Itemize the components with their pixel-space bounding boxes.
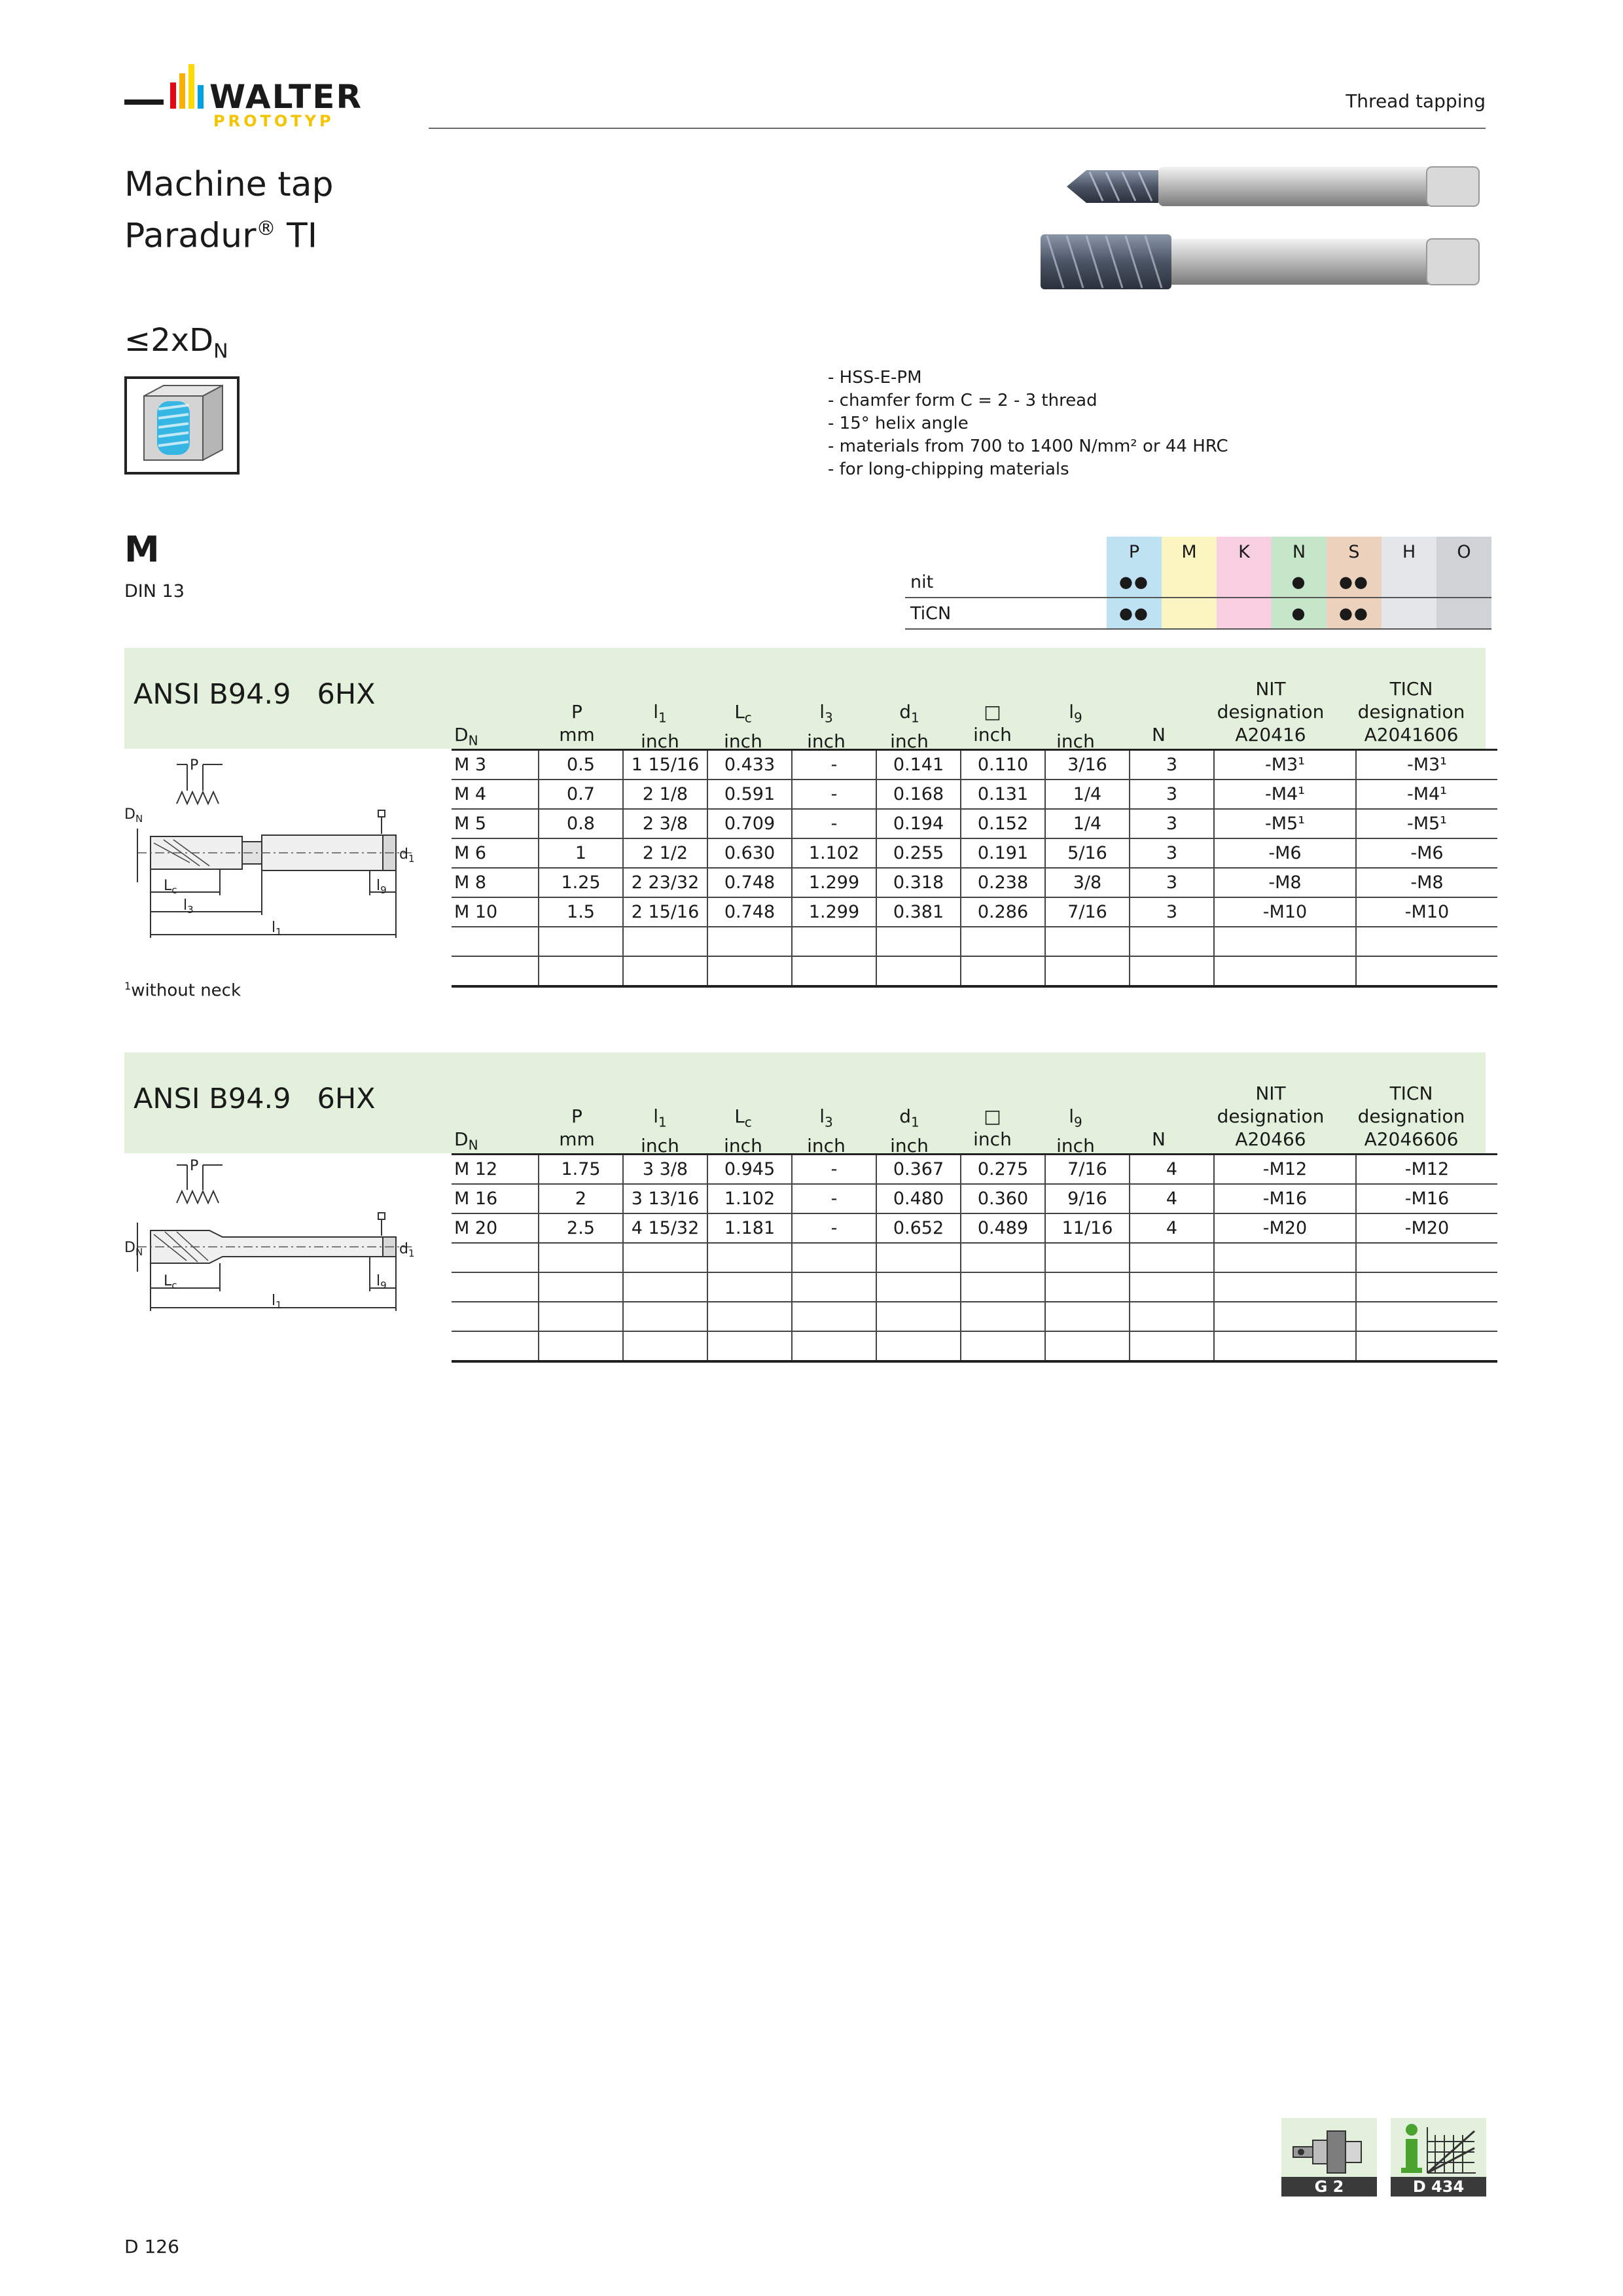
col-head-d1: $d_1$ inch: [890, 701, 929, 752]
table-row: [452, 780, 1497, 809]
l1-cell: 3 3/8: [623, 1155, 707, 1185]
n-cell: 3: [1130, 750, 1214, 780]
page-number: D 126: [124, 2236, 179, 2257]
table-row: [452, 1302, 1497, 1331]
drawing-label-dn: $D_N$: [124, 806, 143, 825]
thread-standard: DIN 13: [124, 581, 185, 601]
dn-cell: M 8: [452, 868, 539, 897]
drawing-label-p: P: [190, 757, 199, 774]
product-title-line2: Paradur® TI: [124, 216, 318, 256]
footnote: $^1$without neck: [124, 980, 241, 1001]
l1-cell: [623, 956, 707, 986]
p-cell: [539, 1243, 623, 1272]
n-cell: 3: [1130, 809, 1214, 838]
l1-cell: 2 1/8: [623, 780, 707, 809]
l1-cell: [623, 1243, 707, 1272]
table-row: [452, 1184, 1497, 1213]
l1-cell: 2 23/32: [623, 868, 707, 897]
material-group-h: H: [1382, 537, 1436, 567]
table1-data: [452, 749, 1497, 988]
lc-cell: [707, 1331, 792, 1361]
d1-cell: 0.318: [876, 868, 961, 897]
n-cell: 4: [1130, 1155, 1214, 1185]
table2-data: [452, 1153, 1497, 1363]
rating-cell: [1217, 567, 1272, 598]
l1-cell: [623, 1272, 707, 1302]
l3-cell: [792, 1272, 876, 1302]
col-head-l9: $l_9$ inch: [1056, 701, 1095, 752]
col-head-nit: NIT designation A20466: [1217, 1083, 1325, 1150]
table-row: [452, 809, 1497, 838]
l9-cell: 7/16: [1045, 1155, 1130, 1185]
l1-cell: 2 15/16: [623, 897, 707, 927]
n-cell: [1130, 1272, 1214, 1302]
col-head-l3: $l_3$ inch: [807, 701, 846, 752]
lc-cell: 1.102: [707, 1184, 792, 1213]
col-head-l1: $l_1$ inch: [641, 701, 679, 752]
dn-cell: M 12: [452, 1155, 539, 1185]
depth-label: $\le 2xD_N$: [124, 322, 228, 363]
l1-cell: 2 3/8: [623, 809, 707, 838]
feature-item: - materials from 700 to 1400 N/mm² or 44 HRC: [828, 437, 1228, 456]
table-row: [452, 1155, 1497, 1185]
ticn-designation-cell: -M5¹: [1356, 809, 1497, 838]
drawing-label-lc: $L_c$: [164, 878, 177, 896]
p-cell: [539, 1302, 623, 1331]
table-row: [452, 750, 1497, 780]
l9-cell: 7/16: [1045, 897, 1130, 927]
col-head-ticn: TICN designation A2041606: [1357, 678, 1465, 745]
square-cell: [961, 1331, 1045, 1361]
walter-prototyp-logo: [124, 59, 406, 131]
p-cell: 2.5: [539, 1213, 623, 1243]
material-suitability-table: [905, 537, 1491, 630]
table-row: [452, 956, 1497, 986]
col-head-square: □ inch: [973, 701, 1012, 745]
rating-cell: ●: [1272, 598, 1327, 629]
col-head-l9: $l_9$ inch: [1056, 1105, 1095, 1157]
n-cell: 4: [1130, 1184, 1214, 1213]
nit-designation-cell: -M10: [1214, 897, 1356, 927]
ticn-designation-cell: [1356, 1243, 1497, 1272]
d1-cell: 0.381: [876, 897, 961, 927]
lc-cell: [707, 956, 792, 986]
d1-cell: 0.652: [876, 1213, 961, 1243]
n-cell: 3: [1130, 868, 1214, 897]
coating-ticn: TiCN: [905, 598, 1107, 629]
p-cell: [539, 956, 623, 986]
ticn-designation-cell: [1356, 1331, 1497, 1361]
rating-cell: [1436, 598, 1491, 629]
tap-tools-image: [1041, 154, 1486, 298]
dn-cell: M 5: [452, 809, 539, 838]
nit-designation-cell: -M4¹: [1214, 780, 1356, 809]
square-cell: [961, 1272, 1045, 1302]
rating-cell: [1436, 567, 1491, 598]
p-cell: [539, 1272, 623, 1302]
blind-hole-icon: [124, 376, 240, 475]
ref-label-g2: G 2: [1281, 2177, 1377, 2197]
p-cell: 1: [539, 838, 623, 868]
lc-cell: 0.748: [707, 897, 792, 927]
col-head-n: N: [1152, 724, 1166, 745]
dn-cell: [452, 1243, 539, 1272]
feature-item: - 15° helix angle: [828, 414, 969, 433]
ticn-designation-cell: -M16: [1356, 1184, 1497, 1213]
l3-cell: -: [792, 1213, 876, 1243]
header-divider: [429, 128, 1486, 129]
lc-cell: 0.630: [707, 838, 792, 868]
material-group-o: O: [1436, 537, 1491, 567]
table1-title: ANSI B94.9 6HX: [134, 678, 376, 711]
nit-designation-cell: [1214, 956, 1356, 986]
table-row: [452, 868, 1497, 897]
rating-cell: [1382, 567, 1436, 598]
ticn-designation-cell: -M4¹: [1356, 780, 1497, 809]
l9-cell: [1045, 1331, 1130, 1361]
table-row: [452, 838, 1497, 868]
n-cell: [1130, 1331, 1214, 1361]
col-head-l3: $l_3$ inch: [807, 1105, 846, 1157]
p-cell: 1.5: [539, 897, 623, 927]
d1-cell: 0.480: [876, 1184, 961, 1213]
col-head-n: N: [1152, 1128, 1166, 1150]
lc-cell: [707, 927, 792, 956]
feature-item: - for long-chipping materials: [828, 459, 1069, 479]
n-cell: [1130, 1302, 1214, 1331]
d1-cell: [876, 1243, 961, 1272]
table-row: [452, 1331, 1497, 1361]
square-cell: [961, 1243, 1045, 1272]
lc-cell: [707, 1302, 792, 1331]
col-head-l1: $l_1$ inch: [641, 1105, 679, 1157]
rating-cell: ●●: [1107, 567, 1162, 598]
l1-cell: 4 15/32: [623, 1213, 707, 1243]
p-cell: 0.8: [539, 809, 623, 838]
n-cell: 3: [1130, 780, 1214, 809]
square-cell: [961, 927, 1045, 956]
nit-designation-cell: [1214, 1243, 1356, 1272]
rating-cell: [1382, 598, 1436, 629]
dn-cell: [452, 927, 539, 956]
rating-cell: ●●: [1327, 567, 1382, 598]
d1-cell: [876, 1272, 961, 1302]
lc-cell: 0.748: [707, 868, 792, 897]
lc-cell: [707, 1243, 792, 1272]
rating-cell: [1217, 598, 1272, 629]
ref-label-d434: D 434: [1391, 2177, 1486, 2197]
nit-designation-cell: -M20: [1214, 1213, 1356, 1243]
section-label: Thread tapping: [1346, 90, 1486, 112]
l9-cell: [1045, 1243, 1130, 1272]
dn-cell: M 20: [452, 1213, 539, 1243]
p-cell: 1.25: [539, 868, 623, 897]
l9-cell: 3/8: [1045, 868, 1130, 897]
square-cell: 0.286: [961, 897, 1045, 927]
l3-cell: -: [792, 780, 876, 809]
d1-cell: 0.255: [876, 838, 961, 868]
dn-cell: M 10: [452, 897, 539, 927]
col-head-lc: $L_c$ inch: [724, 1105, 762, 1157]
material-group-p: P: [1107, 537, 1162, 567]
nit-designation-cell: [1214, 927, 1356, 956]
material-group-m: M: [1162, 537, 1217, 567]
ref-link-g2[interactable]: [1281, 2118, 1377, 2197]
l9-cell: 11/16: [1045, 1213, 1130, 1243]
l3-cell: -: [792, 1184, 876, 1213]
dn-cell: M 6: [452, 838, 539, 868]
material-group-s: S: [1327, 537, 1382, 567]
dn-cell: [452, 1302, 539, 1331]
product-title-line1: Machine tap: [124, 165, 334, 204]
l3-cell: 1.102: [792, 838, 876, 868]
table2-title: ANSI B94.9 6HX: [134, 1083, 376, 1115]
nit-designation-cell: -M8: [1214, 868, 1356, 897]
nit-designation-cell: -M5¹: [1214, 809, 1356, 838]
l9-cell: 5/16: [1045, 838, 1130, 868]
p-cell: [539, 927, 623, 956]
rating-cell: ●: [1272, 567, 1327, 598]
ticn-designation-cell: [1356, 1302, 1497, 1331]
nit-designation-cell: -M6: [1214, 838, 1356, 868]
l3-cell: [792, 927, 876, 956]
tap-dimension-drawing-short: [124, 751, 432, 944]
drawing-label-d1: $d_1$: [399, 846, 415, 865]
lc-cell: 0.945: [707, 1155, 792, 1185]
p-cell: [539, 1331, 623, 1361]
rating-cell: [1162, 567, 1217, 598]
d1-cell: [876, 1302, 961, 1331]
ticn-designation-cell: -M12: [1356, 1155, 1497, 1185]
ticn-designation-cell: [1356, 927, 1497, 956]
l3-cell: -: [792, 750, 876, 780]
nit-designation-cell: [1214, 1302, 1356, 1331]
thread-type: M: [124, 529, 160, 570]
d1-cell: 0.168: [876, 780, 961, 809]
nit-designation-cell: -M16: [1214, 1184, 1356, 1213]
square-cell: 0.152: [961, 809, 1045, 838]
l9-cell: 9/16: [1045, 1184, 1130, 1213]
l9-cell: [1045, 927, 1130, 956]
dn-cell: M 3: [452, 750, 539, 780]
dn-cell: [452, 956, 539, 986]
nit-designation-cell: [1214, 1272, 1356, 1302]
p-cell: 1.75: [539, 1155, 623, 1185]
l1-cell: 2 1/2: [623, 838, 707, 868]
n-cell: 3: [1130, 897, 1214, 927]
n-cell: [1130, 927, 1214, 956]
col-head-square: □ inch: [973, 1105, 1012, 1150]
col-head-p: P mm: [559, 701, 595, 745]
n-cell: 4: [1130, 1213, 1214, 1243]
square-cell: 0.360: [961, 1184, 1045, 1213]
l9-cell: 3/16: [1045, 750, 1130, 780]
svg-text:WALTER: WALTER: [209, 78, 363, 116]
table-row: [452, 927, 1497, 956]
l3-cell: [792, 1243, 876, 1272]
ref-link-d434[interactable]: [1391, 2118, 1486, 2197]
rating-cell: [1162, 598, 1217, 629]
drawing-label-lc: $L_c$: [164, 1273, 177, 1291]
p-cell: 2: [539, 1184, 623, 1213]
rating-cell: ●●: [1107, 598, 1162, 629]
l3-cell: -: [792, 809, 876, 838]
l3-cell: [792, 1302, 876, 1331]
feature-item: - HSS-E-PM: [828, 368, 922, 387]
table-row: [452, 1213, 1497, 1243]
ticn-designation-cell: -M10: [1356, 897, 1497, 927]
drawing-label-l1: $l_1$: [272, 920, 282, 938]
dn-cell: M 16: [452, 1184, 539, 1213]
lc-cell: 0.709: [707, 809, 792, 838]
l9-cell: 1/4: [1045, 780, 1130, 809]
product-title: [124, 162, 333, 258]
col-head-p: P mm: [559, 1105, 595, 1150]
n-cell: [1130, 956, 1214, 986]
table-row: [452, 1243, 1497, 1272]
material-group-n: N: [1272, 537, 1327, 567]
col-head-ticn: TICN designation A2046606: [1357, 1083, 1465, 1150]
ticn-designation-cell: -M8: [1356, 868, 1497, 897]
tap-dimension-drawing-long: [124, 1157, 432, 1330]
col-head-d1: $d_1$ inch: [890, 1105, 929, 1157]
lc-cell: 1.181: [707, 1213, 792, 1243]
l1-cell: [623, 1331, 707, 1361]
square-cell: 0.191: [961, 838, 1045, 868]
dn-cell: [452, 1272, 539, 1302]
nit-designation-cell: -M12: [1214, 1155, 1356, 1185]
drawing-label-l3: $l_3$: [183, 897, 194, 916]
l9-cell: [1045, 956, 1130, 986]
l3-cell: 1.299: [792, 897, 876, 927]
l9-cell: [1045, 1302, 1130, 1331]
feature-list: [828, 367, 1228, 481]
lc-cell: [707, 1272, 792, 1302]
ticn-designation-cell: -M20: [1356, 1213, 1497, 1243]
square-cell: 0.489: [961, 1213, 1045, 1243]
d1-cell: [876, 1331, 961, 1361]
d1-cell: [876, 927, 961, 956]
table-row: [452, 897, 1497, 927]
drawing-label-l9: $l_9$: [376, 1273, 387, 1291]
nit-designation-cell: -M3¹: [1214, 750, 1356, 780]
drawing-label-p: P: [190, 1158, 199, 1174]
table-row: [452, 1272, 1497, 1302]
lc-cell: 0.433: [707, 750, 792, 780]
n-cell: [1130, 1243, 1214, 1272]
tool-holder-icon: [1288, 2123, 1370, 2176]
col-head-nit: NIT designation A20416: [1217, 678, 1325, 745]
ticn-designation-cell: -M6: [1356, 838, 1497, 868]
square-cell: [961, 956, 1045, 986]
ticn-designation-cell: [1356, 956, 1497, 986]
l3-cell: 1.299: [792, 868, 876, 897]
ticn-designation-cell: [1356, 1272, 1497, 1302]
rating-cell: ●●: [1327, 598, 1382, 629]
l9-cell: [1045, 1272, 1130, 1302]
nit-designation-cell: [1214, 1331, 1356, 1361]
d1-cell: 0.194: [876, 809, 961, 838]
feature-item: - chamfer form C = 2 - 3 thread: [828, 391, 1097, 410]
col-head-dn: $D_N$: [454, 1128, 478, 1153]
square-cell: 0.131: [961, 780, 1045, 809]
dn-cell: M 4: [452, 780, 539, 809]
l3-cell: -: [792, 1155, 876, 1185]
col-head-dn: $D_N$: [454, 724, 478, 749]
drawing-label-dn: $D_N$: [124, 1240, 143, 1258]
l1-cell: [623, 927, 707, 956]
n-cell: 3: [1130, 838, 1214, 868]
l3-cell: [792, 1331, 876, 1361]
p-cell: 0.5: [539, 750, 623, 780]
col-head-lc: $L_c$ inch: [724, 701, 762, 752]
dn-cell: [452, 1331, 539, 1361]
ticn-designation-cell: -M3¹: [1356, 750, 1497, 780]
d1-cell: 0.141: [876, 750, 961, 780]
square-cell: 0.110: [961, 750, 1045, 780]
square-cell: [961, 1302, 1045, 1331]
l1-cell: 3 13/16: [623, 1184, 707, 1213]
d1-cell: [876, 956, 961, 986]
l3-cell: [792, 956, 876, 986]
l1-cell: 1 15/16: [623, 750, 707, 780]
p-cell: 0.7: [539, 780, 623, 809]
info-chart-icon: [1397, 2122, 1480, 2177]
l1-cell: [623, 1302, 707, 1331]
material-group-k: K: [1217, 537, 1272, 567]
square-cell: 0.275: [961, 1155, 1045, 1185]
coating-nit: nit: [905, 567, 1107, 598]
lc-cell: 0.591: [707, 780, 792, 809]
l9-cell: 1/4: [1045, 809, 1130, 838]
d1-cell: 0.367: [876, 1155, 961, 1185]
material-corner: [905, 537, 1107, 567]
drawing-label-l1: $l_1$: [272, 1293, 282, 1311]
drawing-label-l9: $l_9$: [376, 878, 387, 896]
svg-text:PROTOTYP: PROTOTYP: [213, 112, 334, 130]
drawing-label-d1: $d_1$: [399, 1241, 415, 1259]
square-cell: 0.238: [961, 868, 1045, 897]
